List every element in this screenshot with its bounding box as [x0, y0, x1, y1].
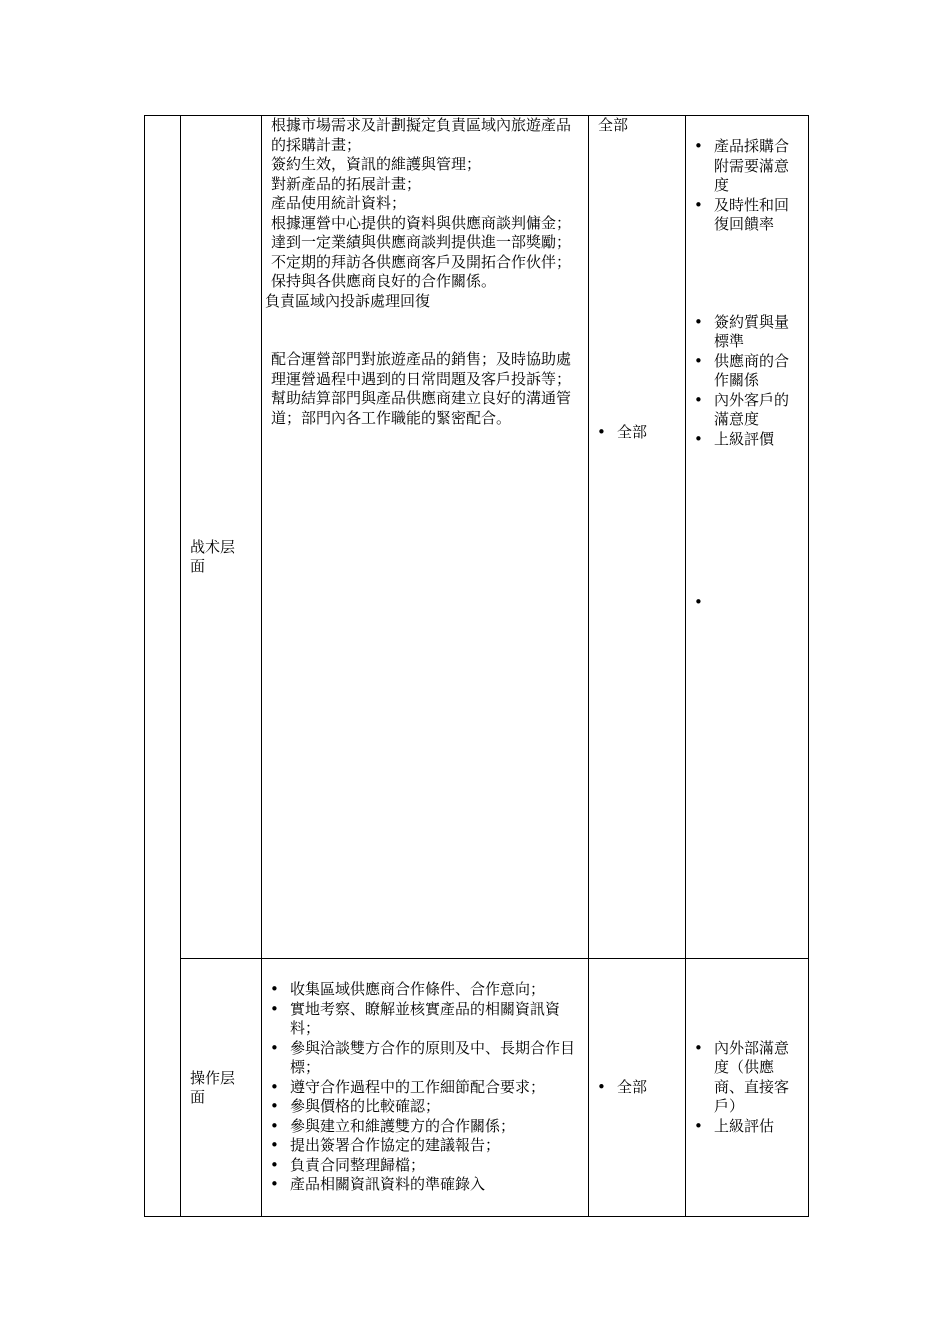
operation-scope-list	[589, 1078, 685, 1098]
tactical-duty-item: 產品使用統計資料；	[271, 194, 407, 212]
tactical-scope-heading: 全部	[598, 116, 629, 134]
tactical-scope-cell	[589, 116, 686, 959]
operation-duties-cell	[262, 959, 589, 1217]
tactical-duty-item: 對新產品的拓展計畫；	[271, 174, 422, 193]
tactical-duty-item: 不定期的拜訪各供應商客戶及開拓合作伙伴；	[271, 252, 572, 271]
operation-kpi-cell	[686, 959, 809, 1217]
tactical-duty-item: 簽約生效，資訊的維護與管理；	[271, 155, 482, 173]
tactical-duty-item: 達到一定業績與供應商談判提供進一部獎勵；	[271, 233, 572, 251]
operation-kpi-item: • 內外部滿意度（供應商、直接客戶）	[686, 1039, 802, 1117]
responsibility-table	[144, 115, 809, 1217]
blank-first-column-cell	[145, 116, 181, 1217]
responsibility-table-wrapper	[144, 115, 808, 1216]
operation-duty-item: • 參與洽談雙方合作的原則及中、長期合作目標；	[262, 1039, 578, 1078]
table-row-tactical	[145, 116, 809, 959]
tactical-kpi-group-2	[686, 313, 802, 450]
operation-scope-cell	[589, 959, 686, 1217]
tactical-kpi-group-1	[686, 137, 802, 235]
tactical-duties-cell	[262, 116, 589, 959]
tactical-kpi-item: • 內外客戶的滿意度	[686, 391, 802, 430]
operation-duty-item: • 參與建立和維護雙方的合作關係；	[262, 1117, 578, 1137]
tactical-level-cell	[181, 116, 262, 959]
operation-duty-item: • 提出簽署合作協定的建議報告；	[262, 1136, 578, 1156]
tactical-kpi-cell	[686, 116, 809, 959]
operation-scope-item: • 全部	[589, 1078, 685, 1098]
operation-level-label: 操作层面	[190, 1068, 236, 1106]
tactical-duty-item: 根據市場需求及計劃擬定負責區域內旅遊產品的採購計畫；	[271, 116, 572, 154]
operation-duty-item: • 負責合同整理歸檔；	[262, 1156, 578, 1176]
tactical-kpi-item: • 供應商的合作關係	[686, 352, 802, 391]
operation-duty-item: • 實地考察、瞭解並核實產品的相關資訊資料；	[262, 1000, 578, 1039]
tactical-kpi-item: • 簽約質與量標準	[686, 313, 802, 352]
tactical-complaint-duty: 負責區域內投訴處理回復	[265, 291, 431, 310]
operation-duty-item: • 遵守合作過程中的工作細節配合要求；	[262, 1078, 578, 1098]
tactical-kpi-item: • 產品採購合附需要滿意度	[686, 137, 802, 196]
tactical-kpi-item: • 上級評價	[686, 430, 802, 450]
tactical-kpi-item: • 及時性和回復回饋率	[686, 196, 802, 235]
table-row-operation	[145, 959, 809, 1217]
operation-kpi-list	[686, 1039, 802, 1137]
operation-duty-item: • 參與價格的比較確認；	[262, 1097, 578, 1117]
tactical-level-label: 战术层面	[190, 538, 236, 575]
tactical-scope-item: • 全部	[589, 423, 685, 443]
operation-duty-item: • 收集區域供應商合作條件、合作意向；	[262, 980, 578, 1000]
operation-level-cell	[181, 959, 262, 1217]
tactical-coordination-paragraph: 配合運營部門對旅遊產品的銷售；及時協助處理運營過程中遇到的日常問題及客戶投訴等；幫助結算部門與產品供應商建立良好的溝通管道；部門內各工作職能的緊密配合。	[271, 350, 572, 427]
operation-duty-item: • 產品相關資訊資料的準確錄入	[262, 1175, 578, 1195]
tactical-duty-item: 根據運營中心提供的資料與供應商談判傭金；	[271, 213, 572, 232]
operation-duty-list	[262, 980, 578, 1195]
tactical-duty-list	[262, 116, 588, 311]
tactical-duty-item: 保持與各供應商良好的合作關係。	[271, 272, 497, 290]
tactical-scope-list	[589, 423, 685, 443]
operation-kpi-item: • 上級評估	[686, 1117, 802, 1137]
